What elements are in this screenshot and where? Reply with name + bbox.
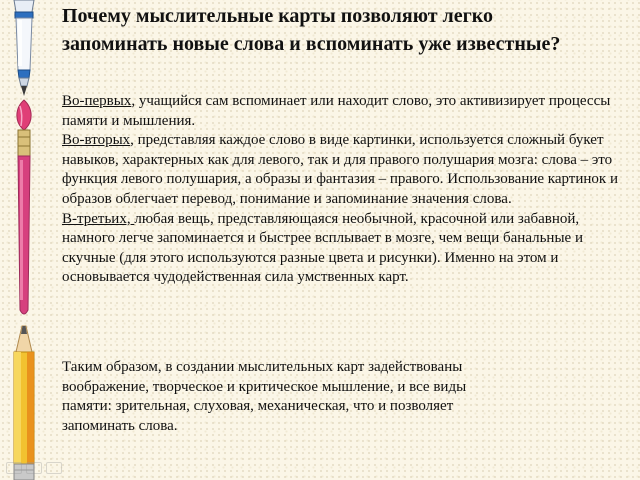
prev-slide-icon[interactable] [6, 462, 22, 474]
paragraph-second-text: , представляя каждое слово в виде картинки, используется сложный букет навыков, характерных как для левого, так и для правого полушария мозга: слова – это функция левого полушария, а образы и фантазия – правого. Использование картинок и образов облегчает перевод, понимание и запоминание значения слова. [62, 132, 618, 207]
slide-title: Почему мыслительные карты позволяют легко запоминать новые слова и вспоминать уже известные? [62, 5, 561, 55]
paragraph-third [62, 210, 622, 288]
paragraph-third-text: любая вещь, представляющаяся необычной, красочной или забавной, намного легче запоминается и быстрее всплывает в мозге, чем вещи банальные и скучные (для этого используются разные цвета и рисунки). Именно на этом и основывается чудодейственная сила умственных карт. [62, 210, 583, 286]
paragraph-third-lead: В-третьих, [62, 210, 135, 227]
paragraph-second-lead: Во-вторых [62, 132, 131, 149]
paintbrush-icon [17, 100, 31, 314]
paragraph-first [62, 92, 622, 131]
pencil-icon [14, 326, 34, 480]
paragraph-first-lead: Во-первых [62, 93, 132, 109]
next-slide-icon[interactable] [46, 462, 62, 474]
pen-icon [14, 0, 34, 96]
body-text [62, 92, 622, 288]
conclusion-text: Таким образом, в создании мыслительных карт задействованы воображение, творческое и критическое мышление, и все виды памяти: зрительная, слуховая, механическая, что и позволяет запоминать слова. [62, 359, 467, 434]
slide-menu-icon[interactable] [26, 462, 42, 474]
paragraph-first-text: , учащийся сам вспоминает или находит слово, это активизирует процессы памяти и мышления. [62, 93, 611, 129]
stationery-decoration [0, 0, 60, 480]
paragraph-second [62, 131, 622, 209]
slide-navigation[interactable] [6, 462, 62, 474]
